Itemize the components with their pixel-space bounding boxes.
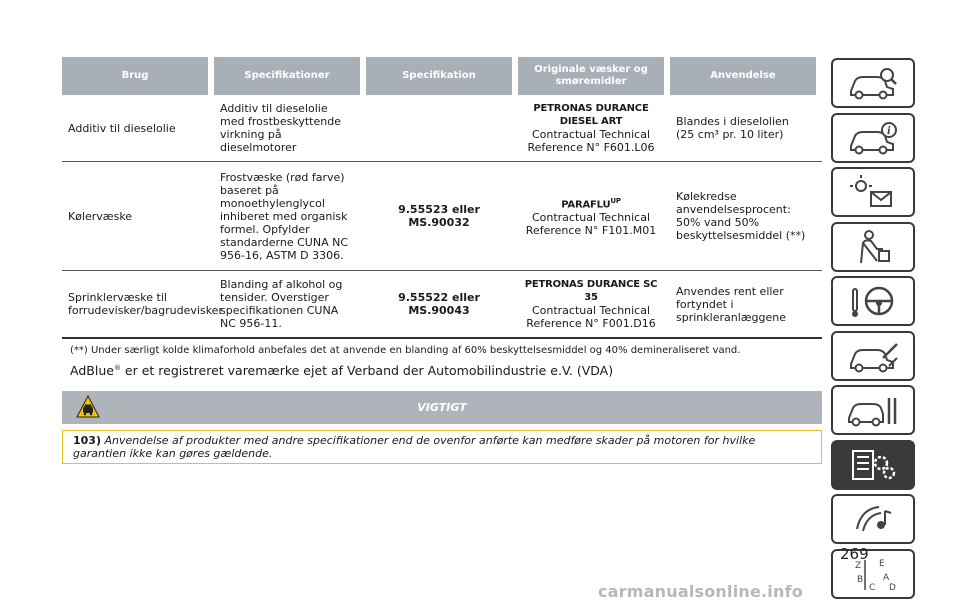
fluid-brand: PETRONAS DURANCE SC 35: [524, 279, 658, 303]
svg-text:Z: Z: [855, 560, 862, 571]
svg-text:B: B: [857, 574, 864, 585]
svg-text:E: E: [879, 558, 885, 569]
warning-lights-icon: [843, 172, 903, 212]
cell-use: Sprinklervæske til forrudevisker/bagrudevisker: [68, 291, 223, 317]
watermark: carmanualsonline.info: [598, 582, 803, 601]
nav-item-service[interactable]: [831, 385, 915, 435]
cell-application: Anvendes rent eller fortyndet i sprinkleranlæggene: [676, 284, 787, 324]
svg-text:A: A: [883, 572, 890, 583]
cell-application: Kølekredse anvendelsesprocent: 50% vand 50% beskyttelsesmiddel (**): [676, 190, 806, 242]
specifications-icon: [843, 445, 903, 485]
warning-title: VIGTIGT: [417, 401, 467, 414]
header-spec: Specifikation: [366, 57, 512, 95]
svg-text:i: i: [887, 125, 891, 137]
footnote: (**) Under særligt kolde klimaforhold anbefales det at anvende en blanding af 60% beskyttelsesmiddel og 40% demineraliseret vand.: [70, 345, 741, 356]
fluid-brand-sup: UP: [610, 196, 621, 205]
chapter-nav: [831, 58, 916, 603]
warning-body: [62, 430, 822, 464]
fluids-table: [62, 57, 822, 339]
car-service-icon: [843, 390, 903, 430]
car-info-icon: [843, 118, 903, 158]
cell-use: Kølervæske: [68, 209, 133, 223]
car-damage-icon: [843, 336, 903, 376]
svg-text:D: D: [889, 582, 896, 593]
fluid-reference: Contractual Technical Reference N° F601.L06: [527, 128, 655, 154]
warning-header: [62, 391, 822, 424]
fluid-brand: PETRONAS DURANCE DIESEL ART: [533, 103, 649, 127]
cell-spec: 9.55522 eller MS.90043: [398, 291, 480, 317]
cell-spec: 9.55523 eller MS.90032: [398, 203, 480, 229]
cell-fluid: [518, 271, 664, 337]
adblue-note: AdBlue® er et registreret varemærke ejet af Verband der Automobilindustrie e.V. (VDA): [70, 363, 614, 378]
cell-specs: Blanding af alkohol og tensider. Overstiger specifikationen CUNA NC 956-11.: [220, 278, 343, 330]
header-use: Brug: [62, 57, 208, 95]
nav-item-emergency[interactable]: [831, 331, 915, 381]
nav-item-multimedia[interactable]: [831, 494, 915, 544]
cell-fluid: [518, 162, 664, 270]
nav-item-driving[interactable]: [831, 276, 915, 326]
table-row: [62, 95, 822, 162]
cell-use: Additiv til dieselolie: [68, 121, 176, 135]
table-row: [62, 271, 822, 339]
page-number: 269: [840, 545, 869, 563]
fluid-reference: Contractual Technical Reference N° F001.D16: [526, 304, 656, 330]
header-application: Anvendelse: [670, 57, 816, 95]
cell-specs: Frostvæske (rød farve) baseret på monoethylenglycol inhiberet med organisk formel. Opfylder standarderne CUNA NC 956-16, ASTM D 3306.: [220, 170, 349, 262]
table-row: [62, 162, 822, 271]
fluid-reference: Contractual Technical Reference N° F101.M01: [525, 211, 657, 238]
nav-item-safety[interactable]: [831, 222, 915, 272]
media-icon: [843, 499, 903, 539]
header-fluids: Originale væsker og smøremidler: [518, 57, 664, 95]
fluid-brand: $PARAFLU^{UP}$: [561, 196, 621, 211]
car-warning-icon: [76, 395, 100, 419]
nav-item-get-to-know[interactable]: [831, 58, 915, 108]
cell-specs: Additiv til dieselolie med frostbeskyttende virkning på dieselmotorer: [220, 102, 341, 154]
nav-item-warning-lights[interactable]: [831, 167, 915, 217]
cell-spec: [366, 95, 512, 161]
svg-text:C: C: [869, 582, 876, 593]
steering-wheel-icon: [843, 281, 903, 321]
warning-number: 103): [73, 434, 101, 447]
car-search-icon: [843, 63, 903, 103]
seat-safety-icon: [843, 227, 903, 267]
nav-item-technical-data[interactable]: [831, 440, 915, 490]
table-header: [62, 57, 822, 95]
cell-fluid: [518, 95, 664, 161]
cell-application: Blandes i dieselolien (25 cm³ pr. 10 liter): [676, 115, 789, 141]
nav-item-info[interactable]: [831, 113, 915, 163]
header-specs: Specifikationer: [214, 57, 360, 95]
warning-text: Anvendelse af produkter med andre specifikationer end de ovenfor anførte kan medføre skader på motoren for hvilke garantien ikke kan gøres gældende.: [73, 434, 756, 460]
